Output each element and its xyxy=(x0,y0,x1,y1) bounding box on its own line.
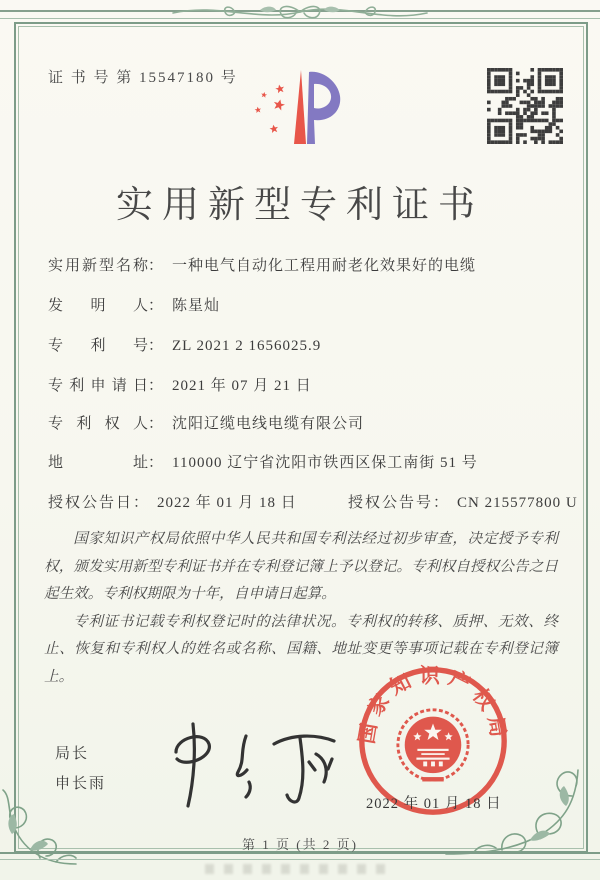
field-row-inventor xyxy=(48,296,564,316)
field-label: 专利申请日 xyxy=(48,378,148,394)
qr-code xyxy=(487,68,563,144)
bottom-edge-line xyxy=(0,852,600,860)
director-title: 局长 xyxy=(55,745,90,762)
director-name: 申长雨 xyxy=(55,775,107,792)
grant-date-colon: ： xyxy=(133,495,149,511)
field-value: 一种电气自动化工程用耐老化效果好的电缆 xyxy=(172,258,477,274)
grant-no-value: CN 215577800 U xyxy=(457,495,578,511)
field-value: 陈星灿 xyxy=(172,298,221,314)
seal-date: 2022 年 01 月 18 日 xyxy=(366,796,502,812)
field-row-address xyxy=(48,453,564,473)
field-label: 专利号 xyxy=(48,338,148,354)
field-value: 沈阳辽缆电线电缆有限公司 xyxy=(172,416,365,432)
certificate-title: 实用新型专利证书 xyxy=(116,185,484,226)
field-row-name xyxy=(48,256,564,276)
next-page-ghost-marks xyxy=(205,864,395,874)
legal-paragraph-2: 专利证书记载专利权登记时的法律状况。专利权的转移、质押、无效、终止、恢复和专利权人的姓名或名称、国籍、地址变更等事项记载在专利登记簿上。 xyxy=(44,613,558,685)
field-value: 110000 辽宁省沈阳市铁西区保工南街 51 号 xyxy=(172,455,478,471)
grant-date-value: 2022 年 01 月 18 日 xyxy=(157,495,297,511)
cnipa-logo-icon xyxy=(243,62,353,154)
field-label: 发明人 xyxy=(48,298,148,314)
page-footer: 第 1 页 (共 2 页) xyxy=(242,837,358,852)
field-colon: ： xyxy=(148,416,164,432)
field-colon: ： xyxy=(148,298,164,314)
grant-number-group xyxy=(348,493,578,513)
field-label: 地址 xyxy=(48,455,148,471)
certificate-number: 证 书 号 第 15547180 号 xyxy=(48,70,238,86)
field-value: ZL 2021 2 1656025.9 xyxy=(172,338,322,354)
field-colon: ： xyxy=(148,338,164,354)
field-row-patentee xyxy=(48,414,564,434)
field-colon: ： xyxy=(148,455,164,471)
top-ornament-icon xyxy=(165,0,435,24)
seal-text: 国家知识产权局 xyxy=(356,665,510,746)
field-row-patent-no xyxy=(48,336,564,356)
signature-icon xyxy=(148,712,353,817)
legal-paragraph-1: 国家知识产权局依照中华人民共和国专利法经过初步审查，决定授予专利权，颁发实用新型专利证书并在专利登记簿上予以登记。专利权自授权公告之日起生效。专利权期限为十年，自申请日起算。 xyxy=(44,531,558,602)
grant-no-colon: ： xyxy=(433,495,449,511)
grant-row xyxy=(48,493,578,513)
grant-date-label: 授权公告日 xyxy=(48,495,134,511)
field-label: 实用新型名称 xyxy=(48,258,148,274)
field-colon: ： xyxy=(148,378,164,394)
grant-no-label: 授权公告号 xyxy=(348,495,434,511)
field-value: 2021 年 07 月 21 日 xyxy=(172,378,312,394)
field-colon: ： xyxy=(148,258,164,274)
field-row-filing-date xyxy=(48,376,564,396)
field-label: 专利权人 xyxy=(48,416,148,432)
